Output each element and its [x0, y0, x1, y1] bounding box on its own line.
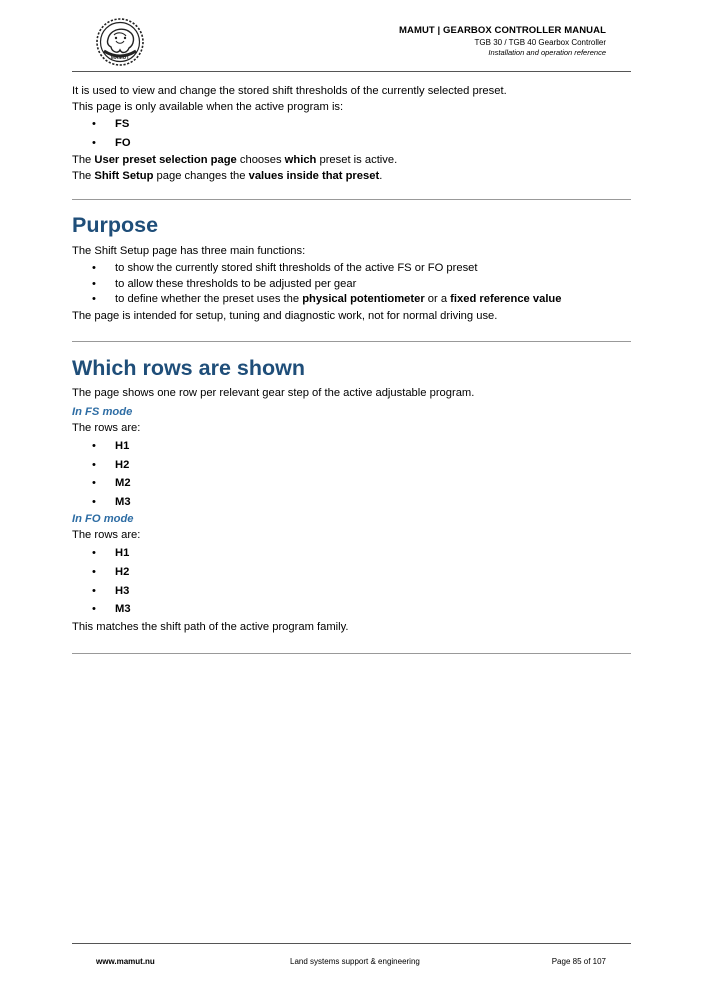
logo-text: MAMUT — [110, 55, 130, 61]
fs-mode-heading: In FS mode — [72, 406, 133, 418]
header-description: Installation and operation reference — [488, 48, 606, 57]
list-item: • H1 — [72, 437, 632, 456]
list-item: • to show the currently stored shift thresholds of the active FS or FO preset — [72, 261, 632, 277]
list-item: • to define whether the preset uses the physical potentiometer or a fixed reference value — [72, 292, 632, 308]
list-item: • H3 — [72, 582, 632, 601]
fo-row-list — [72, 544, 632, 618]
fo-rows-lead: The rows are: — [72, 529, 141, 542]
footer-tagline: Land systems support & engineering — [290, 957, 420, 966]
intro-line-3: The User preset selection page chooses which preset is active. — [72, 154, 398, 167]
program-list — [72, 115, 632, 152]
rows-section — [72, 355, 632, 635]
purpose-closing: The page is intended for setup, tuning and diagnostic work, not for normal driving use. — [72, 309, 498, 322]
section-divider — [72, 653, 631, 654]
intro-line-1: It is used to view and change the stored shift thresholds of the currently selected preset. — [72, 85, 507, 97]
purpose-list — [72, 261, 632, 308]
footer-divider — [72, 943, 631, 944]
purpose-heading: Purpose — [72, 213, 159, 237]
list-item: • H1 — [72, 544, 632, 563]
header-title: MAMUT | GEARBOX CONTROLLER MANUAL — [398, 25, 606, 36]
list-item: • to allow these thresholds to be adjusted per gear — [72, 277, 632, 293]
intro-section — [72, 83, 632, 184]
header-subtitle: TGB 30 / TGB 40 Gearbox Controller — [474, 38, 606, 47]
section-divider — [72, 199, 631, 200]
purpose-lead: The Shift Setup page has three main functions: — [72, 245, 306, 257]
footer-page-number: Page 85 of 107 — [551, 957, 606, 966]
list-item: • FS — [72, 115, 632, 134]
fs-row-list — [72, 437, 632, 511]
rows-heading: Which rows are shown — [72, 356, 305, 380]
rows-closing: This matches the shift path of the active program family. — [72, 620, 349, 633]
page-header — [399, 25, 606, 58]
fo-mode-heading: In FO mode — [72, 513, 134, 526]
purpose-section — [72, 212, 632, 324]
footer-website[interactable]: www.mamut.nu — [96, 957, 155, 966]
list-item: • M2 — [72, 474, 632, 493]
intro-line-2: This page is only available when the active program is: — [72, 101, 344, 113]
header-divider — [72, 71, 631, 72]
list-item: • FO — [72, 134, 632, 153]
intro-line-4: The Shift Setup page changes the values inside that preset. — [72, 170, 383, 183]
list-item: • H2 — [72, 456, 632, 475]
section-divider — [72, 341, 631, 342]
fs-rows-lead: The rows are: — [72, 422, 141, 434]
mamut-logo — [94, 17, 146, 67]
list-item: • M3 — [72, 600, 632, 619]
list-item: • H2 — [72, 563, 632, 582]
rows-lead: The page shows one row per relevant gear step of the active adjustable program. — [72, 387, 475, 399]
list-item: • M3 — [72, 493, 632, 512]
